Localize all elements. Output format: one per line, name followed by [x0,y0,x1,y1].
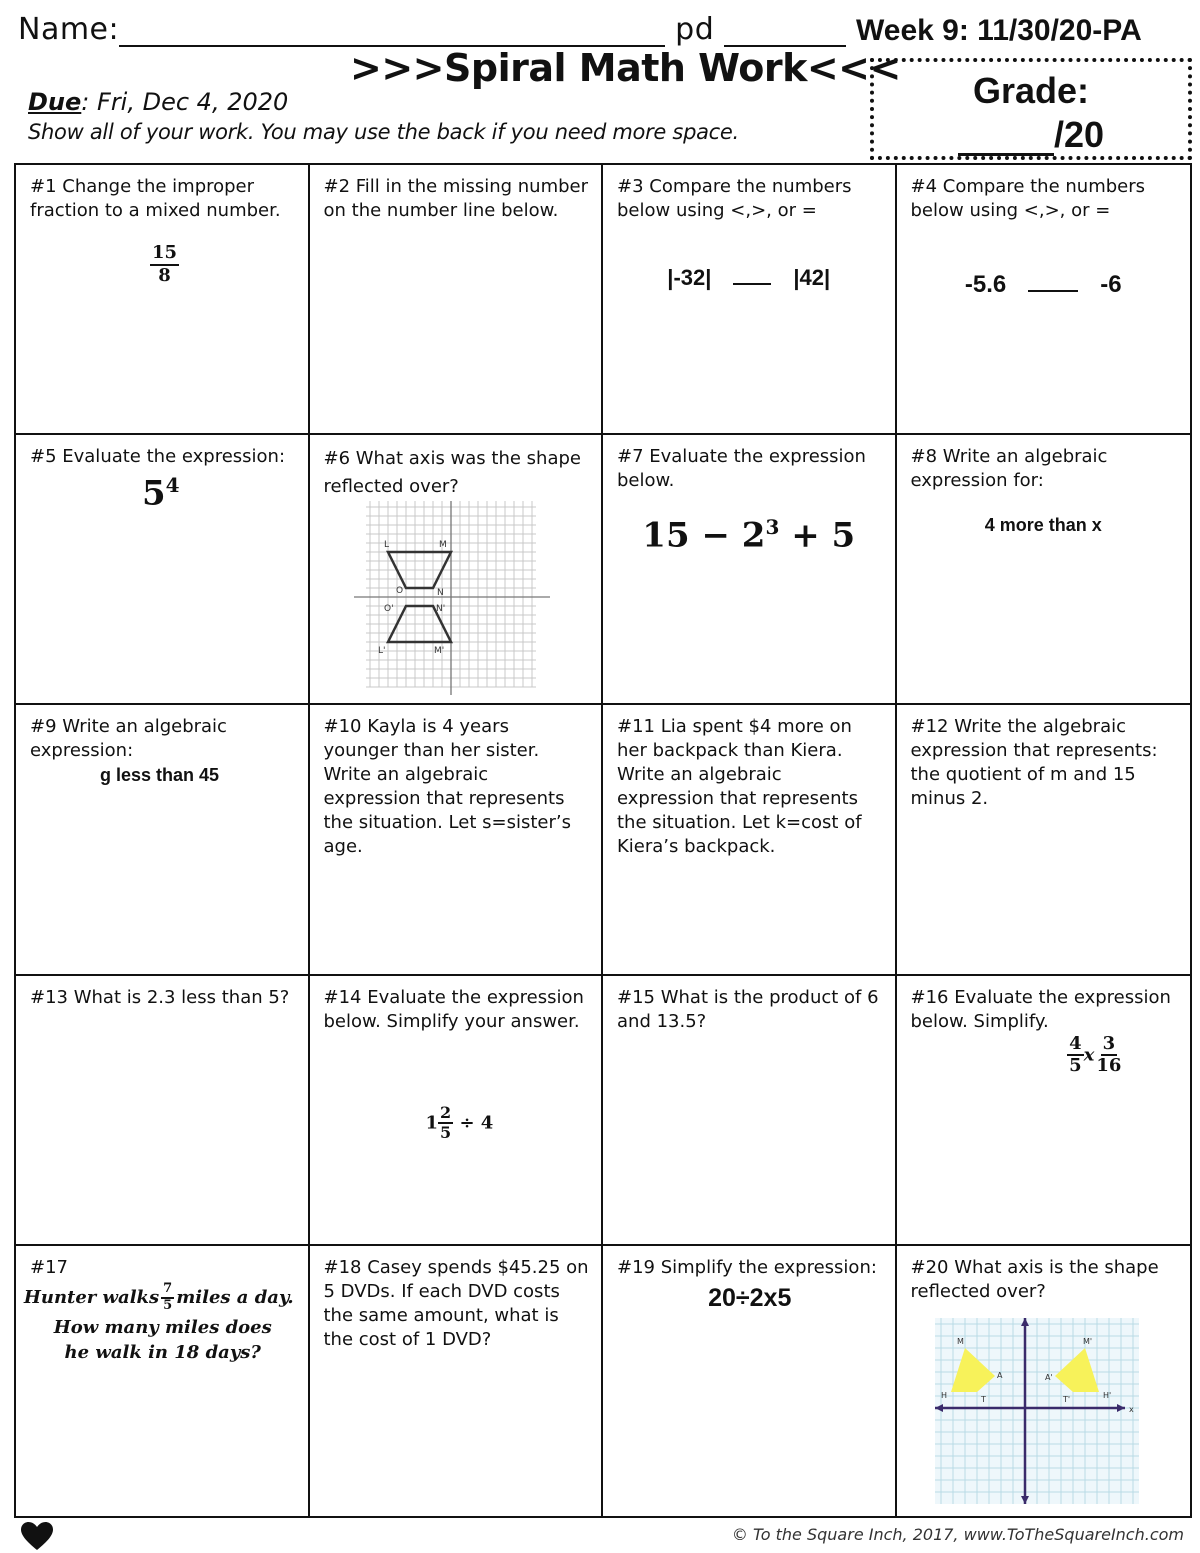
compare-left: -5.6 [964,271,1007,298]
fraction-2-numerator: 3 [1101,1034,1118,1057]
label-T-prime: T' [1062,1394,1070,1404]
name-label: Name: [18,12,120,47]
label-H: H [940,1390,947,1400]
label-x: x [1128,1404,1134,1414]
problem-13-text: #13 What is 2.3 less than 5? [30,986,290,1008]
expression-part-2: + 5 [779,515,856,556]
problem-7-expression [603,515,895,555]
problem-9[interactable] [16,705,310,975]
fraction-1-denominator: 5 [1069,1055,1082,1077]
problem-10[interactable] [310,705,604,975]
problem-10-text: #10 Kayla is 4 years younger than her sister. Write an algebraic expression that represents the situation. Let s=sister’s age. [323,716,571,858]
problem-17-story [23,1280,296,1364]
compare-right: |42| [793,265,831,290]
label-N: N [436,588,444,599]
problem-8[interactable] [897,435,1191,705]
problem-7[interactable] [603,435,897,705]
problem-2[interactable] [310,165,604,435]
problem-12-text: #12 Write the algebraic expression that represents: the quotient of m and 15 minus 2. [910,716,1158,810]
problem-8-phrase: 4 more than x [984,515,1102,536]
label-A-prime: A' [1044,1372,1053,1382]
problem-5-expression [142,473,180,513]
problem-3[interactable] [603,165,897,435]
problem-1-fraction [150,243,179,286]
name-line [18,12,846,47]
problem-19-expression: 20÷2x5 [708,1283,792,1312]
problem-6-graph [354,501,554,697]
problem-18[interactable] [310,1246,604,1516]
problem-2-text: #2 Fill in the missing number on the number line below. [323,176,589,221]
expression-part-1: 15 − 2 [642,515,766,556]
pd-label: pd [675,12,715,47]
problem-17[interactable] [16,1246,310,1516]
label-M-prime: M' [1082,1336,1092,1346]
label-N-prime: N' [435,604,445,615]
problem-4-comparison [897,271,1191,299]
label-M-prime: M' [433,646,444,657]
grade-box [870,58,1192,160]
grade-score [874,114,1188,156]
story-part-1: Hunter walks [23,1286,160,1308]
fraction-denominator: 8 [158,264,171,286]
compare-left: |-32| [667,265,712,290]
copyright: © To the Square Inch, 2017, www.ToTheSquareInch.com [731,1525,1184,1544]
problem-grid [14,163,1192,1518]
name-blank[interactable] [119,21,665,47]
problem-14[interactable] [310,976,604,1246]
instructions: Show all of your work. You may use the back if you need more space. [28,120,739,144]
pd-blank[interactable] [724,21,846,47]
power-base: 5 [142,473,166,514]
problem-16-text: #16 Evaluate the expression below. Simplify. [910,986,1171,1032]
label-A: A [996,1370,1002,1380]
problem-3-text: #3 Compare the numbers below using <,>, or = [617,176,852,221]
problem-7-text: #7 Evaluate the expression below. [617,446,866,492]
label-O-prime: O' [383,604,394,615]
problem-13[interactable] [16,976,310,1246]
fraction-numerator: 2 [438,1104,453,1124]
problem-20-graph [935,1318,1145,1510]
heart-icon [20,1521,54,1551]
problem-16-expression [1013,1034,1179,1077]
compare-right: -6 [1100,271,1122,298]
problem-1[interactable] [16,165,310,435]
due-line [28,88,288,116]
due-label: Due [28,88,82,116]
problem-11[interactable] [603,705,897,975]
label-M: M [438,540,447,551]
compare-blank[interactable] [733,267,771,285]
expression-rest: ÷ 4 [459,1111,494,1133]
problem-6-text: #6 What axis was the shape reflected over? [323,448,581,498]
page-title: >>>Spiral Math Work<<< [350,46,901,90]
problem-6[interactable] [310,435,604,705]
fraction-denominator: 5 [163,1297,173,1313]
problem-16[interactable] [897,976,1191,1246]
fraction-numerator: 15 [150,243,179,266]
label-O: O [395,586,403,597]
grade-label: Grade: [972,70,1090,111]
problem-20[interactable] [897,1246,1191,1516]
compare-blank[interactable] [1028,274,1078,292]
story-line-2: How many miles does [53,1316,272,1338]
problem-4[interactable] [897,165,1191,435]
problem-14-text: #14 Evaluate the expression below. Simplify your answer. [323,986,584,1032]
label-H-prime: H' [1102,1390,1111,1400]
problem-5-text: #5 Evaluate the expression: [30,446,286,468]
fraction-numerator: 7 [161,1282,174,1299]
problem-9-text: #9 Write an algebraic expression: [30,716,227,762]
week-label: Week 9: 11/30/20-PA [856,14,1142,47]
problem-14-expression [426,1104,494,1143]
mixed-whole: 1 [425,1111,439,1133]
grade-blank[interactable] [958,126,1054,156]
fraction-2-denominator: 16 [1096,1055,1122,1077]
story-line-3: he walk in 18 days? [64,1341,261,1363]
problem-11-text: #11 Lia spent $4 more on her backpack than Kiera. Write an algebraic expression that represents the situation. Let k=cost of Kiera’s backpack. [617,716,862,858]
problem-9-phrase: g less than 45 [100,765,220,786]
story-part-2: miles a day. [176,1286,294,1308]
problem-5[interactable] [16,435,310,705]
power-exponent: 4 [165,473,180,498]
grade-total: /20 [1053,114,1105,155]
label-T: T [980,1394,986,1404]
label-M: M [956,1336,964,1346]
multiply-operator: x [1083,1044,1095,1066]
problem-3-comparison [603,265,895,291]
problem-19[interactable] [603,1246,897,1516]
problem-8-text: #8 Write an algebraic expression for: [910,446,1108,492]
problem-18-text: #18 Casey spends $45.25 on 5 DVDs. If each DVD costs the same amount, what is the cost of 1 DVD? [323,1256,589,1350]
problem-4-text: #4 Compare the numbers below using <,>, or = [910,176,1146,221]
fraction-denominator: 5 [440,1122,452,1142]
expression-exponent: 3 [765,515,780,540]
problem-12[interactable] [897,705,1191,975]
problem-17-label: #17 [30,1256,68,1278]
problem-15[interactable] [603,976,897,1246]
problem-15-text: #15 What is the product of 6 and 13.5? [617,986,879,1032]
label-L-prime: L' [377,646,385,657]
label-L: L [383,540,389,551]
problem-1-text: #1 Change the improper fraction to a mixed number. [30,176,281,221]
fraction-1-numerator: 4 [1067,1034,1084,1057]
problem-20-text: #20 What axis is the shape reflected over? [910,1256,1159,1302]
problem-19-text: #19 Simplify the expression: [617,1256,877,1278]
due-date: : Fri, Dec 4, 2020 [81,88,289,116]
